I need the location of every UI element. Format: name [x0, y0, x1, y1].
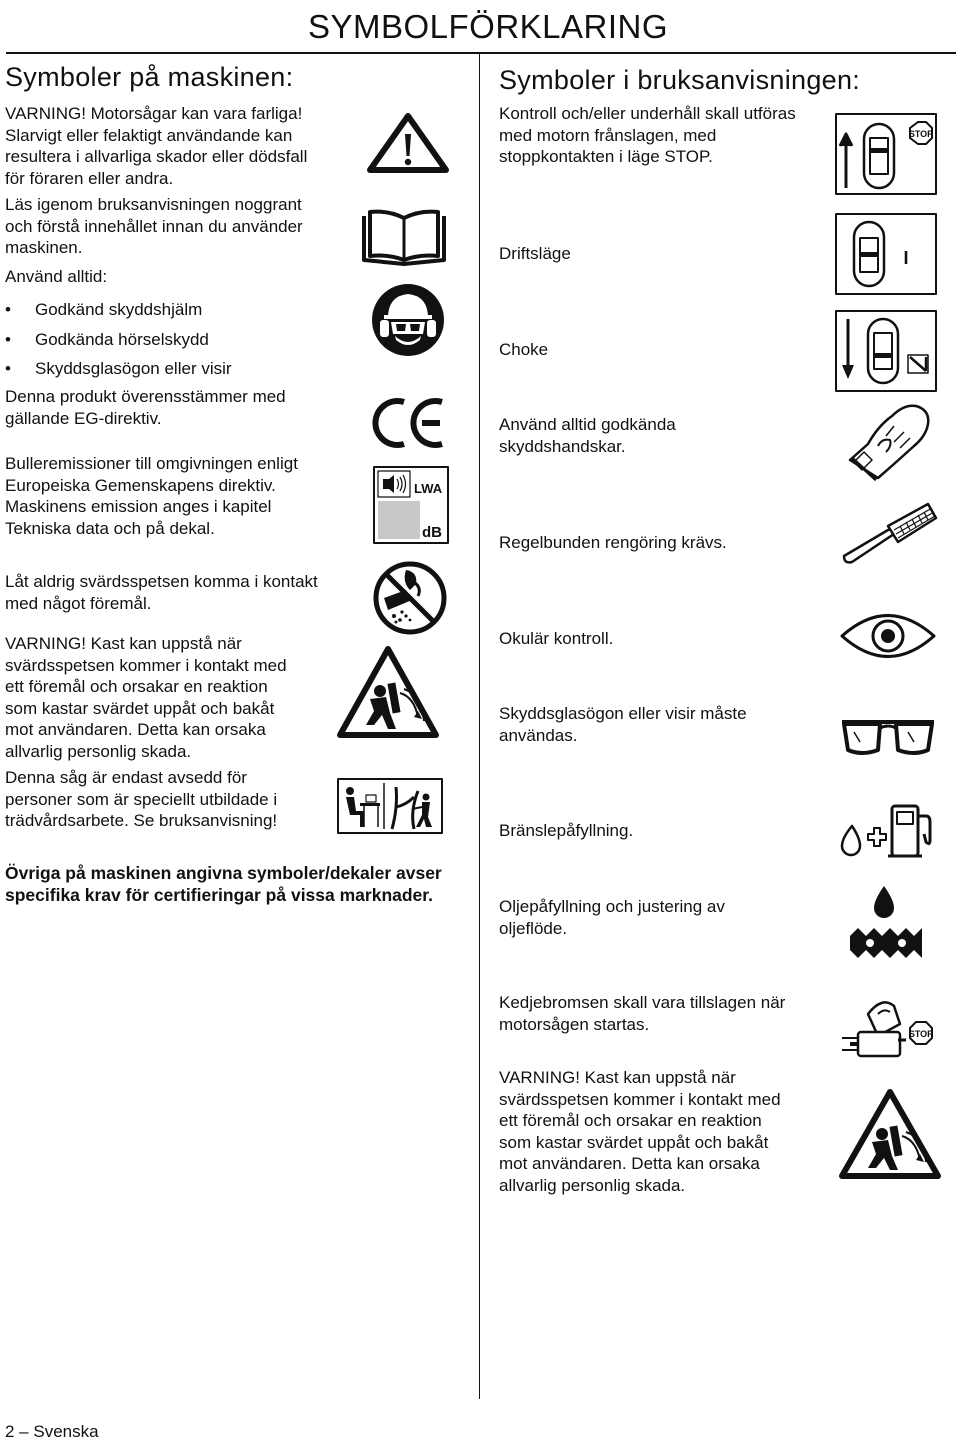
fuel-text: Bränslepåfyllning. [499, 821, 634, 840]
ce-text: Denna produkt överensstämmer med gällande EG-direktiv. [5, 387, 286, 428]
visual-check-text: Okulär kontroll. [499, 629, 614, 648]
warning-text: VARNING! Motorsågar kan vara farliga! Slarvigt eller felaktigt användande kan resultera i allvarliga skador eller dödsfall för föraren eller andra. [5, 104, 308, 188]
stop-switch-icon [834, 112, 938, 196]
oil-text: Oljepåfyllning och justering av oljeflöde. [499, 897, 725, 938]
title-rule [6, 52, 956, 54]
oil-chain-icon [838, 878, 938, 970]
chain-brake-text: Kedjebromsen skall vara tillslagen när motorsågen startas. [499, 993, 786, 1034]
noise-text: Bulleremissioner till omgivningen enligt Europeiska Gemenskapens direktiv. Maskinens emission anges i kapitel Tekniska data och på dekal. [5, 454, 298, 538]
bullet-eye-protection: • Skyddsglasögon eller visir [5, 359, 232, 378]
tip-contact-text: Låt aldrig svärdsspetsen komma i kontakt med något föremål. [5, 572, 318, 613]
db-label: dB [422, 524, 442, 541]
noise-emission-label-icon [372, 465, 450, 545]
safety-glasses-icon [838, 710, 938, 760]
chain-brake-icon [838, 994, 938, 1060]
left-heading: Symboler på maskinen: [5, 62, 294, 92]
run-symbol: I [903, 248, 909, 268]
manual-book-icon [360, 208, 448, 266]
choke-icon [834, 309, 938, 393]
stop-maintenance-text: Kontroll och/eller underhåll skall utföras med motorn frånslagen, med stoppkontakten i läge STOP. [499, 104, 796, 166]
kickback-warning-text-right: VARNING! Kast kan uppstå när svärdsspetsen kommer i kontakt med ett föremål och orsakar en reaktion som kastar svärdet uppåt och bakåt mot användaren. Detta kan orsaka allvarlig personlig skada. [499, 1068, 781, 1195]
other-symbols-text: Övriga på maskinen angivna symboler/dekaler avser specifika krav för certifieringar på vissa marknader. [5, 863, 442, 905]
kickback-warning-icon [336, 645, 440, 739]
run-position-text: Driftsläge [499, 244, 571, 263]
kickback-warning-icon-right [838, 1088, 942, 1180]
cleaning-brush-icon [838, 496, 938, 566]
gloves-text: Använd alltid godkända skyddshandskar. [499, 415, 676, 456]
eye-icon [838, 603, 938, 669]
warning-triangle-icon [366, 112, 450, 174]
bullet-ear-protection: • Godkända hörselskydd [5, 330, 209, 349]
safety-glasses-text: Skyddsglasögon eller visir måste användas. [499, 704, 747, 745]
always-use-text: Använd alltid: [5, 267, 108, 286]
page-footer: 2 – Svenska [5, 1422, 99, 1441]
lwa-label: LWA [414, 481, 443, 496]
helmet-ear-eye-protection-icon [370, 282, 446, 358]
no-tip-contact-icon [372, 560, 448, 636]
ce-mark-icon [372, 396, 448, 450]
column-divider [479, 54, 480, 1399]
page-title: SYMBOLFÖRKLARING [307, 8, 669, 45]
chain-brake-stop-label: STOP [908, 1029, 934, 1039]
bullet-helmet: • Godkänd skyddshjälm [5, 300, 203, 319]
cleaning-text: Regelbunden rengöring krävs. [499, 533, 727, 552]
stop-sign-label: STOP [908, 129, 934, 139]
fuel-pump-icon [838, 790, 938, 862]
trained-users-text: Denna såg är endast avsedd för personer som är speciellt utbildade i trädvårdsarbete. Se bruksanvisning! [5, 768, 278, 830]
choke-text: Choke [499, 340, 549, 359]
run-position-icon [834, 212, 938, 296]
read-manual-text: Läs igenom bruksanvisningen noggrant och förstå innehållet innan du använder maskinen. [5, 195, 303, 257]
right-heading: Symboler i bruksanvisningen: [499, 65, 861, 95]
trained-personnel-icon [336, 777, 444, 835]
gloves-icon [838, 396, 938, 482]
kickback-warning-text: VARNING! Kast kan uppstå när svärdsspetsen kommer i kontakt med ett föremål och orsakar en reaktion som kastar svärdet uppåt och bakåt mot användaren. Detta kan orsaka allvarlig personlig skada. [5, 634, 287, 761]
